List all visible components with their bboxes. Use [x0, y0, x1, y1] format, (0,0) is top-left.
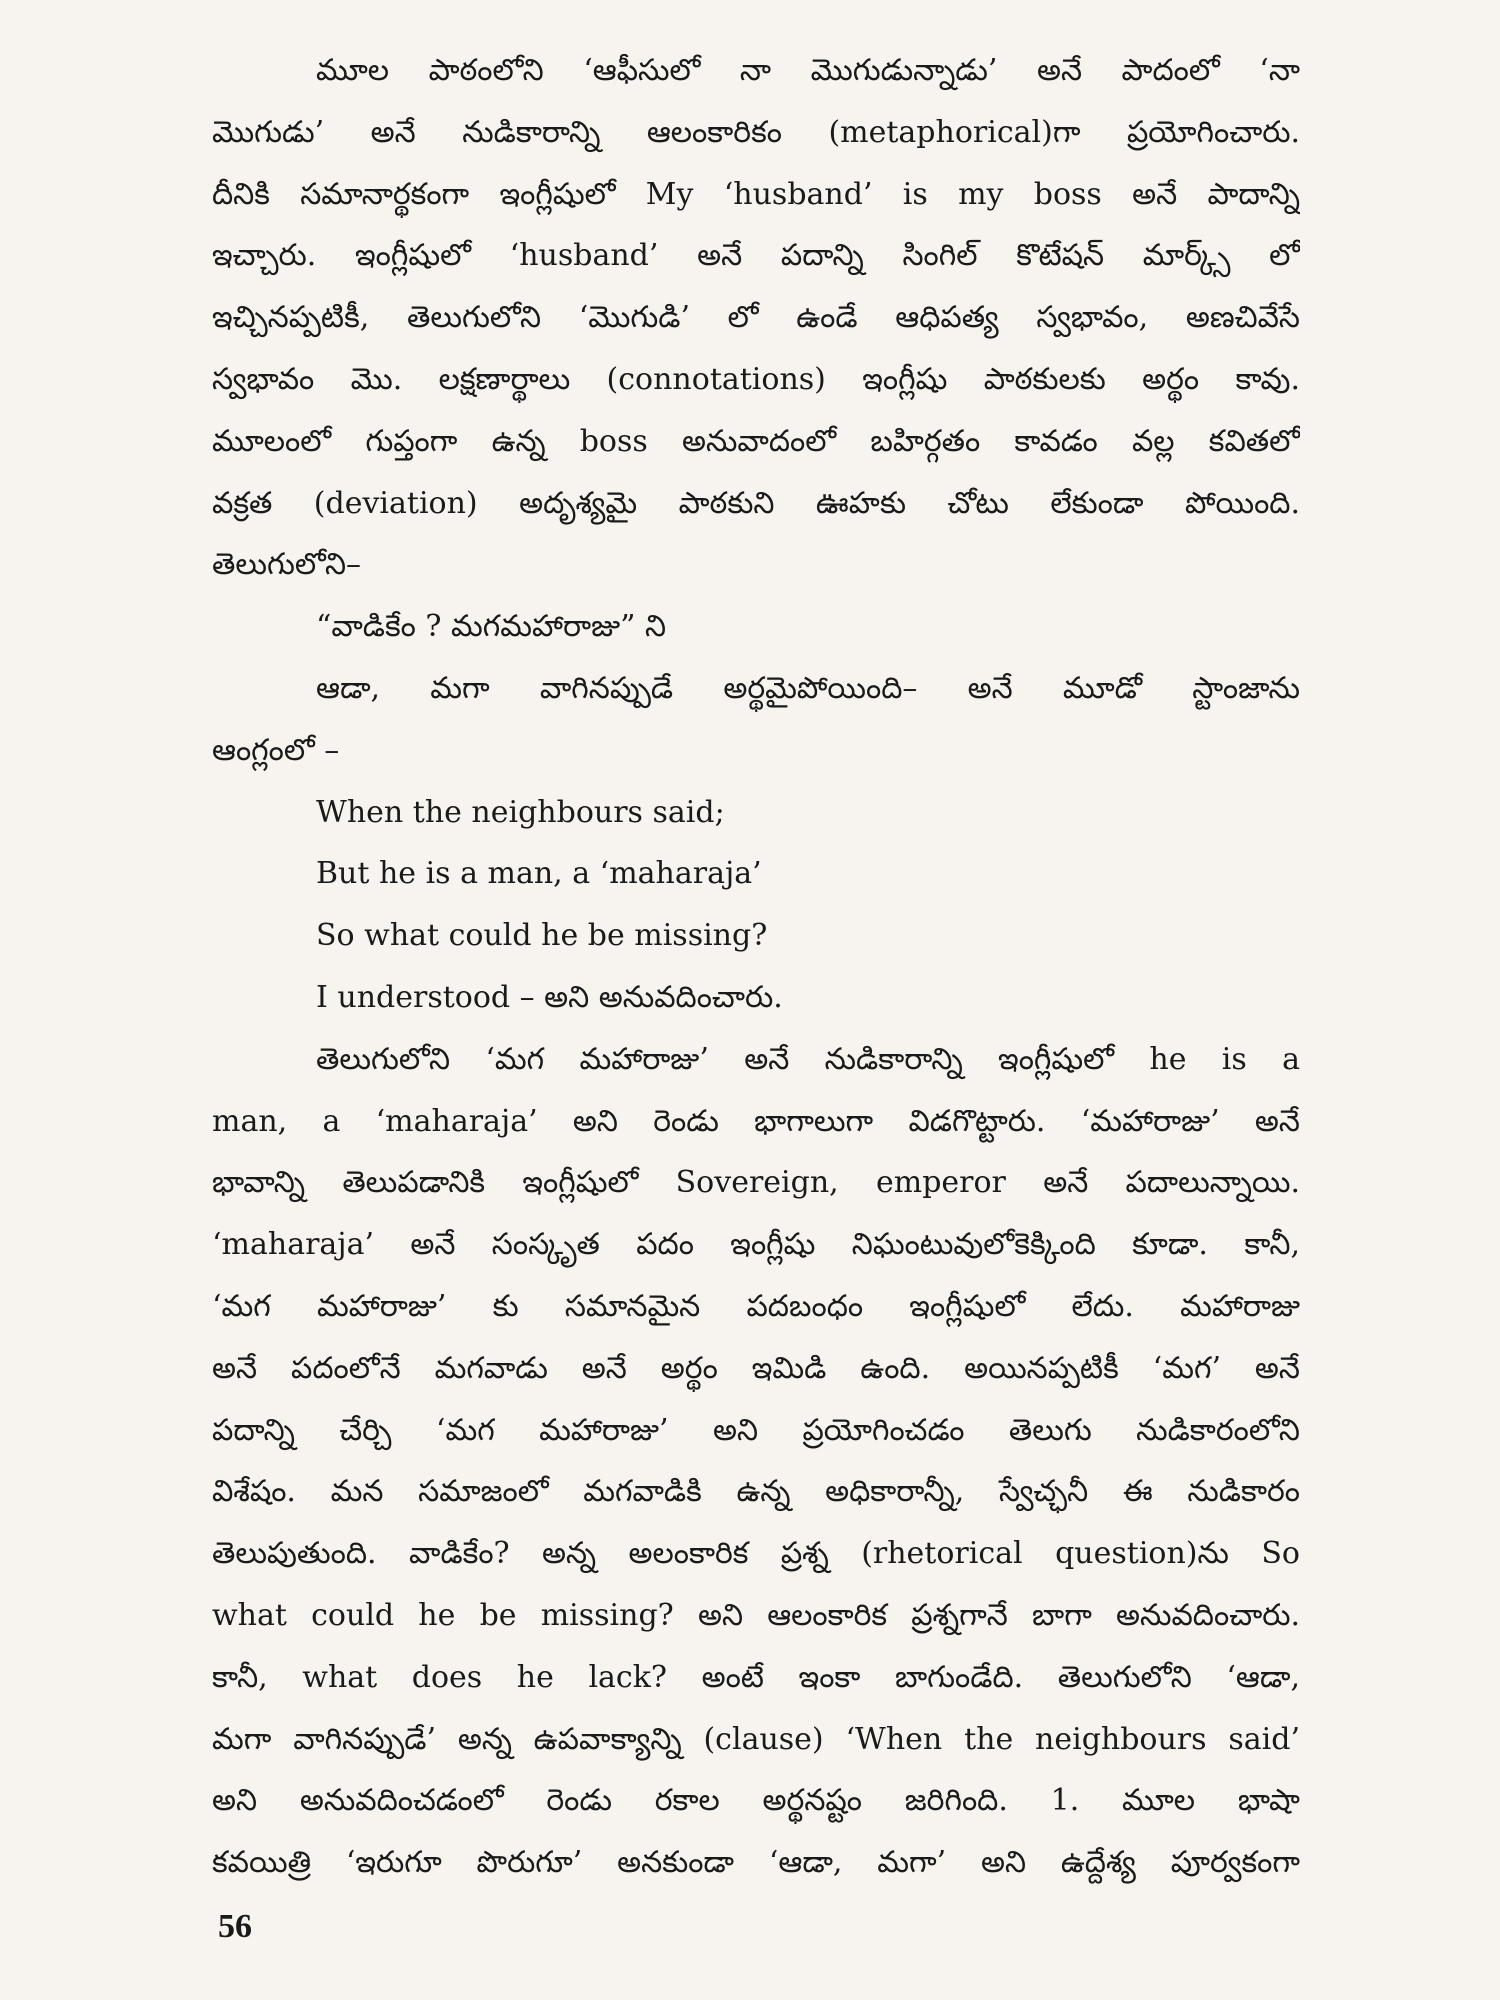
- text-line: ఆడా, మగా వాగినప్పుడే అర్థమైపోయింది– అనే మూడో స్టాంజాను: [316, 670, 1300, 706]
- verse-line: So what could he be missing?: [316, 918, 768, 954]
- text-line: ఇచ్చినప్పటికీ, తెలుగులోని ‘మొగుడి’ లో ఉండే ఆధిపత్య స్వభావం, అణచివేసే: [212, 300, 1300, 336]
- text-line: ‘maharaja’ అనే సంస్కృత పదం ఇంగ్లీషు నిఘంటువులోకెక్కింది కూడా. కానీ,: [212, 1227, 1300, 1263]
- text-line: భావాన్ని తెలుపడానికి ఇంగ్లీషులో Sovereign, emperor అనే పదాలున్నాయి.: [212, 1165, 1300, 1201]
- verse-line: I understood – అని అనువదించారు.: [316, 979, 783, 1015]
- text-line: what could he be missing? అని ఆలంకారిక ప్రశ్నగానే బాగా అనువదించారు.: [212, 1597, 1300, 1633]
- text-line: అని అనువదించడంలో రెండు రకాల అర్థనష్టం జరిగింది. 1. మూల భాషా: [212, 1783, 1300, 1819]
- verse-line: But he is a man, a ‘maharaja’: [316, 856, 762, 892]
- text-line: దీనికి సమానార్థకంగా ఇంగ్లీషులో My ‘husband’ is my boss అనే పాదాన్ని: [212, 176, 1300, 212]
- text-line: మగా వాగినప్పుడే’ అన్న ఉపవాక్యాన్ని (clause) ‘When the neighbours said’: [212, 1721, 1300, 1757]
- verse-line: When the neighbours said;: [316, 794, 725, 830]
- text-line: విశేషం. మన సమాజంలో మగవాడికి ఉన్న అధికారాన్నీ, స్వేచ్ఛనీ ఈ నుడికారం: [212, 1474, 1300, 1510]
- body-text: [212, 40, 1300, 1894]
- text-line: ‘మగ మహారాజు’ కు సమానమైన పదబంధం ఇంగ్లీషులో లేదు. మహారాజు: [212, 1288, 1300, 1324]
- text-line: man, a ‘maharaja’ అని రెండు భాగాలుగా విడగొట్టారు. ‘మహారాజు’ అనే: [212, 1103, 1300, 1139]
- text-line: ఆంగ్లంలో –: [212, 732, 340, 768]
- text-line: వక్రత (deviation) అదృశ్యమై పాఠకుని ఊహకు చోటు లేకుండా పోయింది.: [212, 485, 1300, 521]
- text-line: కవయిత్రి ‘ఇరుగూ పొరుగూ’ అనకుండా ‘ఆడా, మగా’ అని ఉద్దేశ్య పూర్వకంగా: [212, 1845, 1300, 1881]
- text-line: తెలుగులోని–: [212, 547, 362, 583]
- text-line: అనే పదంలోనే మగవాడు అనే అర్థం ఇమిడి ఉంది. అయినప్పటికీ ‘మగ’ అనే: [212, 1350, 1300, 1386]
- text-line: మూల పాఠంలోని ‘ఆఫీసులో నా మొగుడున్నాడు’ అనే పాదంలో ‘నా: [316, 53, 1300, 88]
- text-line: స్వభావం మొ. లక్షణార్థాలు (connotations) ఇంగ్లీషు పాఠకులకు అర్థం కావు.: [212, 361, 1300, 397]
- text-line: మూలంలో గుప్తంగా ఉన్న boss అనువాదంలో బహిర్గతం కావడం వల్ల కవితలో: [212, 423, 1300, 459]
- text-line: తెలుగులోని ‘మగ మహారాజు’ అనే నుడికారాన్ని ఇంగ్లీషులో he is a: [316, 1041, 1300, 1077]
- text-line: పదాన్ని చేర్చి ‘మగ మహారాజు’ అని ప్రయోగించడం తెలుగు నుడికారంలోని: [212, 1412, 1300, 1448]
- text-line: కానీ, what does he lack? అంటే ఇంకా బాగుండేది. తెలుగులోని ‘ఆడా,: [212, 1659, 1300, 1695]
- text-line: తెలుపుతుంది. వాడికేం? అన్న అలంకారిక ప్రశ్న (rhetorical question)ను So: [212, 1536, 1300, 1572]
- page-number: 56: [218, 1908, 252, 1945]
- quoted-line: “వాడికేం ? మగమహారాజు” ని: [316, 609, 667, 645]
- text-line: ఇచ్చారు. ఇంగ్లీషులో ‘husband’ అనే పదాన్ని సింగిల్ కొటేషన్ మార్క్స్ లో: [212, 238, 1300, 274]
- text-line: మొగుడు’ అనే నుడికారాన్ని ఆలంకారికం (metaphorical)గా ప్రయోగించారు.: [212, 114, 1300, 150]
